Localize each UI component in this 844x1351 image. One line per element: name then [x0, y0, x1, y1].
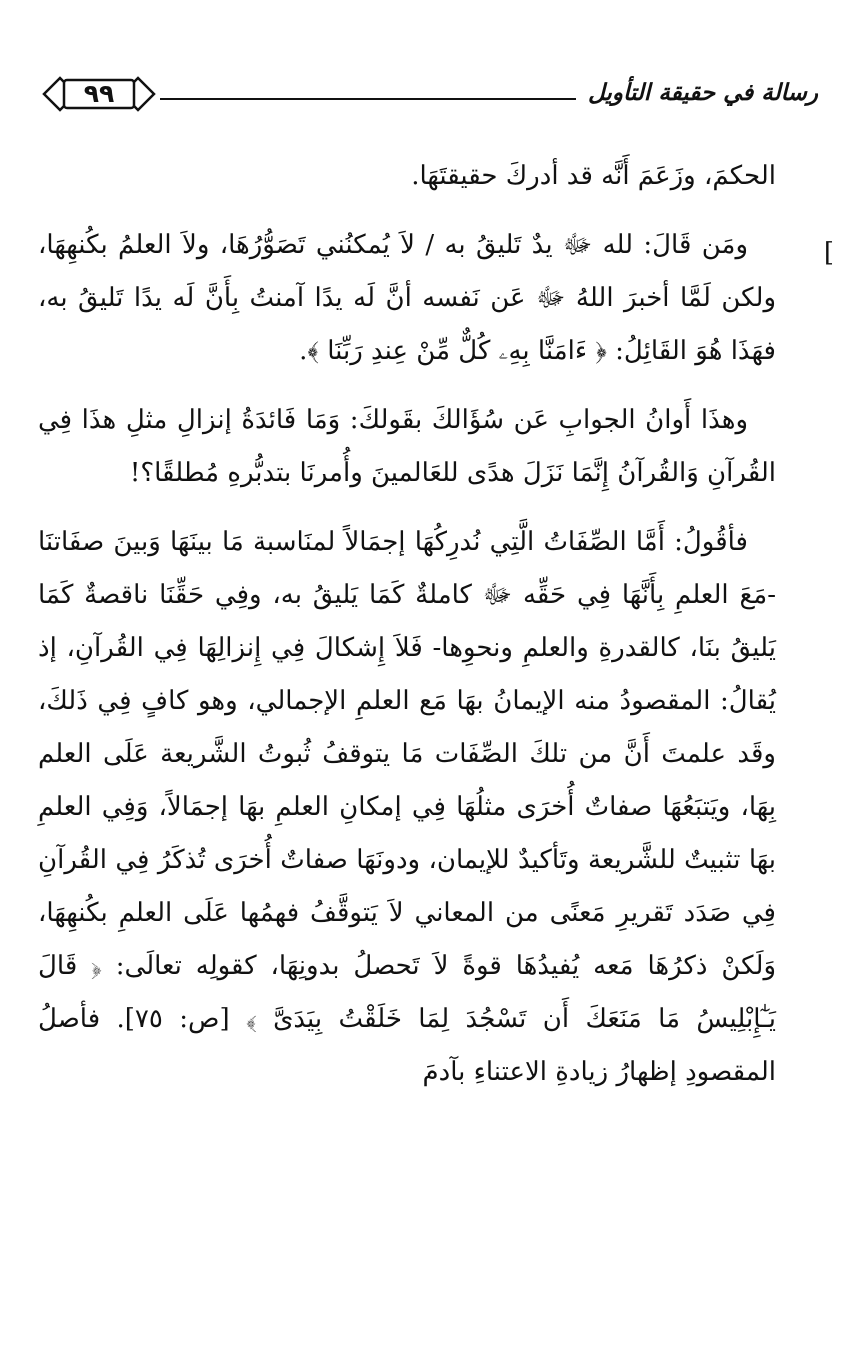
margin-bracket: [: [823, 238, 834, 268]
page-header: [40, 70, 818, 122]
page-number-badge: [40, 70, 158, 118]
paragraph: فأقُولُ: أَمَّا الصِّفَاتُ الَّتِي نُدرِكُهَا إجمَالاً لمنَاسبة مَا بينَهَا وَبينَ صفَاتنَا -مَعَ العلمِ بِأَنَّهَا فِي حَقِّه ﷻ كاملةٌ كَمَا يَليقُ به، وفِي حَقِّنَا ناقصةٌ كَمَا يَليقُ بنَا، كالقدرةِ والعلمِ ونحوِها- فَلاَ إِشكالَ فِي إِنزالِهَا فِي القُرآنِ، إذ يُقالُ: المقصودُ منه الإيمانُ بهَا مَع العلمِ الإجمالي، وهو كافٍ فِي ذَلكَ، وقَد علمتَ أَنَّ من تلكَ الصِّفَات مَا يتوقفُ ثُبوتُ الشَّريعة عَلَى العلم بِهَا، ويَتبَعُهَا صفاتٌ أُخرَى مثلُهَا فِي إمكانِ العلمِ بهَا إجمَالاً، وَفِي العلمِ بهَا تثبيتٌ للشَّريعة وتَأكيدٌ للإيمان، ودونَهَا صفاتٌ أُخرَى تُذكَرُ فِي القُرآنِ فِي صَدَد تَقريرِ مَعنًى من المعاني لاَ يَتوقَّفُ فهمُها عَلَى العلمِ بكُنهِهَا، وَلَكنْ ذكرُهَا مَعه يُفيدُهَا قوةً لاَ تَحصلُ بدونِهَا، كقولِه تعالَى: ﴿ قَالَ يَـٰٓإِبْلِيسُ مَا مَنَعَكَ أَن تَسْجُدَ لِمَا خَلَقْتُ بِيَدَىَّ ﴾ [ص: ٧٥]. فأصلُ المقصودِ إظهارُ زيادةِ الاعتناءِ بآدمَ: [38, 527, 776, 1087]
page-number: ٩٩: [83, 79, 115, 108]
body-text: [38, 150, 776, 1115]
paragraph: وهذَا أَوانُ الجوابِ عَن سُؤَالكَ بقَولكَ: وَمَا فَائدَةُ إنزالِ مثلِ هذَا فِي القُرآنِ وَالقُرآنُ إِنَّمَا نَزَلَ هدًى للعَالمينَ وأُمرنَا بتدبُّرهِ مُطلقًا؟!: [38, 405, 776, 488]
running-title: رسالة في حقيقة التأويل: [588, 80, 818, 106]
header-rule: [160, 98, 576, 100]
paragraph: الحكمَ، وزَعَمَ أَنَّه قد أدركَ حقيقتَهَا.: [411, 161, 776, 191]
paragraph: ومَن قَالَ: لله ﷻ يدٌ تَليقُ به / لاَ يُمكنُني تَصَوُّرُهَا، ولاَ العلمُ بكُنهِهَا، ولكن لَمَّا أخبرَ اللهُ ﷻ عَن نَفسه أنَّ لَه يدًا آمنتُ بِأَنَّ لَه يدًا تَليقُ به، فهَذَا هُوَ القَائِلُ: ﴿ ءَامَنَّا بِهِۦ كُلٌّ مِّنْ عِندِ رَبِّنَا ﴾.: [38, 230, 776, 366]
